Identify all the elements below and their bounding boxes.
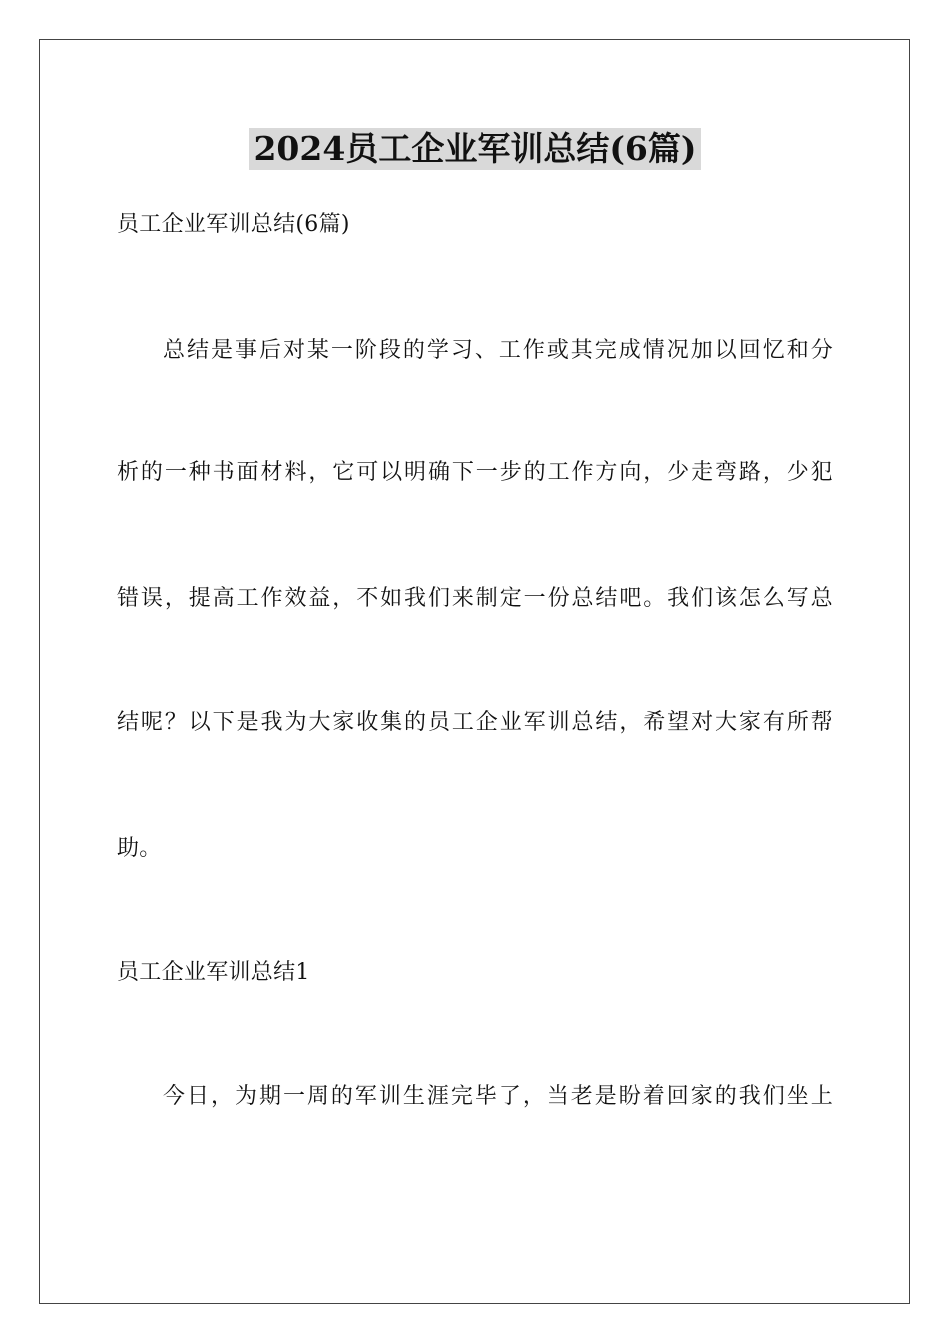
paragraph-line: 今日，为期一周的军训生涯完毕了，当老是盼着回家的我们坐上 <box>163 1084 833 1109</box>
paragraph-line: 结呢？以下是我为大家收集的员工企业军训总结，希望对大家有所帮 <box>117 710 833 735</box>
paragraph-line: 析的一种书面材料，它可以明确下一步的工作方向，少走弯路，少犯 <box>117 460 833 485</box>
paragraph-line: 总结是事后对某一阶段的学习、工作或其完成情况加以回忆和分 <box>163 338 833 363</box>
document-subtitle: 员工企业军训总结(6篇) <box>117 212 350 237</box>
document-title: 2024员工企业军训总结(6篇) <box>249 128 700 170</box>
paragraph-line: 助。 <box>117 836 162 861</box>
title-container <box>0 128 950 170</box>
section-heading: 员工企业军训总结1 <box>117 960 310 985</box>
paragraph-line: 错误，提高工作效益，不如我们来制定一份总结吧。我们该怎么写总 <box>117 586 833 611</box>
